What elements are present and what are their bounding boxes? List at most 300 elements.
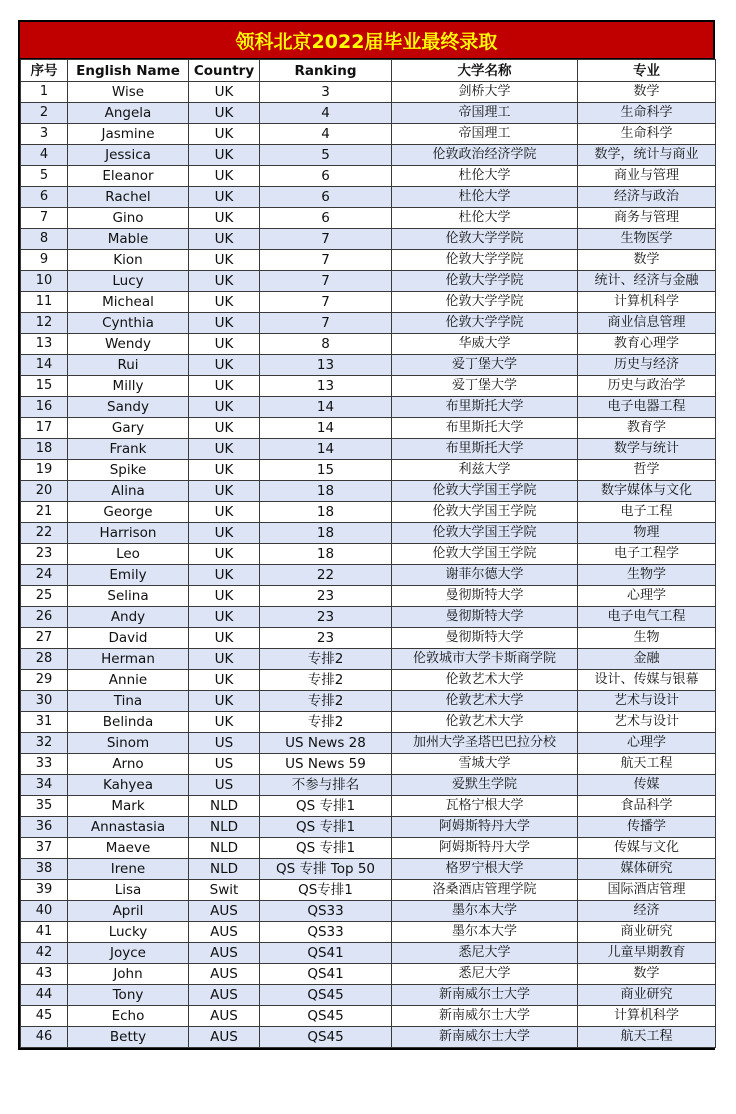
cell-country: Swit	[189, 880, 260, 901]
cell-country: UK	[189, 166, 260, 187]
cell-index: 33	[21, 754, 68, 775]
table-row	[21, 418, 716, 439]
cell-english-name: Andy	[68, 607, 189, 628]
cell-university: 新南威尔士大学	[392, 1027, 578, 1048]
cell-index: 8	[21, 229, 68, 250]
header-major: 专业	[578, 60, 716, 82]
table-row	[21, 943, 716, 964]
cell-ranking: 7	[260, 313, 392, 334]
cell-major: 数学	[578, 250, 716, 271]
cell-ranking: 18	[260, 502, 392, 523]
table-row	[21, 796, 716, 817]
cell-english-name: Selina	[68, 586, 189, 607]
cell-ranking: 14	[260, 418, 392, 439]
cell-english-name: Harrison	[68, 523, 189, 544]
cell-university: 爱丁堡大学	[392, 376, 578, 397]
cell-index: 38	[21, 859, 68, 880]
cell-index: 44	[21, 985, 68, 1006]
cell-index: 35	[21, 796, 68, 817]
cell-university: 悉尼大学	[392, 964, 578, 985]
cell-ranking: 5	[260, 145, 392, 166]
admissions-table	[20, 59, 716, 1048]
cell-english-name: Arno	[68, 754, 189, 775]
cell-ranking: 18	[260, 544, 392, 565]
cell-country: AUS	[189, 922, 260, 943]
cell-index: 23	[21, 544, 68, 565]
cell-english-name: Wendy	[68, 334, 189, 355]
cell-country: UK	[189, 313, 260, 334]
table-row	[21, 103, 716, 124]
cell-country: AUS	[189, 1006, 260, 1027]
table-row	[21, 733, 716, 754]
cell-university: 伦敦大学国王学院	[392, 502, 578, 523]
cell-university: 加州大学圣塔巴巴拉分校	[392, 733, 578, 754]
cell-english-name: Rui	[68, 355, 189, 376]
cell-ranking: 18	[260, 523, 392, 544]
cell-ranking: 13	[260, 376, 392, 397]
table-row	[21, 775, 716, 796]
cell-major: 经济与政治	[578, 187, 716, 208]
cell-english-name: Annastasia	[68, 817, 189, 838]
cell-university: 伦敦艺术大学	[392, 670, 578, 691]
cell-index: 17	[21, 418, 68, 439]
cell-country: UK	[189, 124, 260, 145]
cell-major: 商业研究	[578, 922, 716, 943]
cell-english-name: Micheal	[68, 292, 189, 313]
cell-english-name: Mable	[68, 229, 189, 250]
table-row	[21, 565, 716, 586]
cell-major: 电子电器工程	[578, 397, 716, 418]
cell-english-name: Lisa	[68, 880, 189, 901]
cell-index: 25	[21, 586, 68, 607]
cell-english-name: Mark	[68, 796, 189, 817]
cell-major: 商业与管理	[578, 166, 716, 187]
cell-major: 食品科学	[578, 796, 716, 817]
cell-country: UK	[189, 187, 260, 208]
cell-english-name: Sandy	[68, 397, 189, 418]
cell-major: 传媒	[578, 775, 716, 796]
cell-index: 5	[21, 166, 68, 187]
cell-index: 10	[21, 271, 68, 292]
cell-ranking: 7	[260, 229, 392, 250]
cell-country: AUS	[189, 985, 260, 1006]
cell-english-name: Milly	[68, 376, 189, 397]
table-row	[21, 838, 716, 859]
table-row	[21, 439, 716, 460]
table-title: 领科北京2022届毕业最终录取	[20, 22, 713, 59]
table-row	[21, 145, 716, 166]
cell-major: 物理	[578, 523, 716, 544]
cell-university: 悉尼大学	[392, 943, 578, 964]
cell-index: 14	[21, 355, 68, 376]
cell-university: 帝国理工	[392, 103, 578, 124]
cell-country: UK	[189, 355, 260, 376]
cell-university: 墨尔本大学	[392, 901, 578, 922]
cell-major: 生物	[578, 628, 716, 649]
cell-index: 27	[21, 628, 68, 649]
cell-index: 30	[21, 691, 68, 712]
cell-ranking: 7	[260, 250, 392, 271]
cell-english-name: Gary	[68, 418, 189, 439]
table-row	[21, 208, 716, 229]
cell-ranking: US News 59	[260, 754, 392, 775]
cell-english-name: Jessica	[68, 145, 189, 166]
admissions-table-sheet	[18, 20, 715, 1050]
cell-university: 帝国理工	[392, 124, 578, 145]
cell-major: 艺术与设计	[578, 712, 716, 733]
cell-major: 航天工程	[578, 754, 716, 775]
cell-index: 4	[21, 145, 68, 166]
cell-university: 墨尔本大学	[392, 922, 578, 943]
cell-index: 6	[21, 187, 68, 208]
cell-ranking: 13	[260, 355, 392, 376]
cell-english-name: Lucy	[68, 271, 189, 292]
cell-index: 26	[21, 607, 68, 628]
cell-index: 40	[21, 901, 68, 922]
cell-english-name: Joyce	[68, 943, 189, 964]
cell-major: 商业信息管理	[578, 313, 716, 334]
cell-country: AUS	[189, 901, 260, 922]
cell-country: UK	[189, 145, 260, 166]
cell-ranking: 6	[260, 208, 392, 229]
table-row	[21, 586, 716, 607]
cell-country: UK	[189, 292, 260, 313]
cell-major: 数学，统计与商业	[578, 145, 716, 166]
cell-country: UK	[189, 208, 260, 229]
cell-major: 传媒与文化	[578, 838, 716, 859]
cell-major: 金融	[578, 649, 716, 670]
cell-university: 伦敦大学国王学院	[392, 544, 578, 565]
cell-country: UK	[189, 229, 260, 250]
cell-country: UK	[189, 103, 260, 124]
cell-country: UK	[189, 670, 260, 691]
table-row	[21, 859, 716, 880]
cell-major: 数学与统计	[578, 439, 716, 460]
cell-index: 24	[21, 565, 68, 586]
cell-index: 16	[21, 397, 68, 418]
cell-ranking: QS33	[260, 922, 392, 943]
table-row	[21, 544, 716, 565]
cell-index: 18	[21, 439, 68, 460]
cell-english-name: Sinom	[68, 733, 189, 754]
table-row	[21, 460, 716, 481]
cell-english-name: Alina	[68, 481, 189, 502]
table-row	[21, 166, 716, 187]
cell-index: 36	[21, 817, 68, 838]
table-row	[21, 481, 716, 502]
cell-country: UK	[189, 271, 260, 292]
table-body	[21, 82, 716, 1048]
table-row	[21, 82, 716, 103]
cell-english-name: Maeve	[68, 838, 189, 859]
cell-index: 22	[21, 523, 68, 544]
cell-university: 伦敦大学学院	[392, 250, 578, 271]
cell-index: 3	[21, 124, 68, 145]
table-row	[21, 901, 716, 922]
cell-major: 生物学	[578, 565, 716, 586]
cell-major: 商业研究	[578, 985, 716, 1006]
cell-country: UK	[189, 523, 260, 544]
cell-ranking: 18	[260, 481, 392, 502]
cell-index: 46	[21, 1027, 68, 1048]
cell-major: 经济	[578, 901, 716, 922]
cell-index: 42	[21, 943, 68, 964]
cell-university: 伦敦大学国王学院	[392, 481, 578, 502]
cell-country: AUS	[189, 964, 260, 985]
cell-country: UK	[189, 334, 260, 355]
cell-university: 杜伦大学	[392, 187, 578, 208]
cell-english-name: Annie	[68, 670, 189, 691]
table-row	[21, 376, 716, 397]
cell-major: 艺术与设计	[578, 691, 716, 712]
cell-country: UK	[189, 649, 260, 670]
cell-university: 杜伦大学	[392, 166, 578, 187]
cell-ranking: QS33	[260, 901, 392, 922]
cell-major: 生命科学	[578, 103, 716, 124]
cell-ranking: 4	[260, 124, 392, 145]
table-row	[21, 271, 716, 292]
cell-index: 41	[21, 922, 68, 943]
cell-major: 计算机科学	[578, 292, 716, 313]
cell-index: 2	[21, 103, 68, 124]
cell-index: 9	[21, 250, 68, 271]
cell-english-name: Spike	[68, 460, 189, 481]
cell-country: US	[189, 754, 260, 775]
cell-university: 伦敦大学学院	[392, 271, 578, 292]
cell-country: NLD	[189, 838, 260, 859]
cell-university: 伦敦艺术大学	[392, 691, 578, 712]
cell-ranking: QS41	[260, 964, 392, 985]
table-row	[21, 313, 716, 334]
cell-university: 曼彻斯特大学	[392, 607, 578, 628]
cell-english-name: Rachel	[68, 187, 189, 208]
cell-country: UK	[189, 82, 260, 103]
cell-major: 数字媒体与文化	[578, 481, 716, 502]
cell-ranking: 7	[260, 271, 392, 292]
cell-country: US	[189, 775, 260, 796]
cell-english-name: Jasmine	[68, 124, 189, 145]
table-row	[21, 229, 716, 250]
cell-university: 伦敦大学学院	[392, 313, 578, 334]
cell-english-name: Irene	[68, 859, 189, 880]
cell-country: UK	[189, 565, 260, 586]
cell-university: 爱默生学院	[392, 775, 578, 796]
cell-english-name: April	[68, 901, 189, 922]
cell-ranking: 14	[260, 439, 392, 460]
cell-major: 哲学	[578, 460, 716, 481]
cell-university: 利兹大学	[392, 460, 578, 481]
table-row	[21, 187, 716, 208]
cell-university: 伦敦城市大学卡斯商学院	[392, 649, 578, 670]
table-row	[21, 712, 716, 733]
cell-english-name: Frank	[68, 439, 189, 460]
header-country: Country	[189, 60, 260, 82]
cell-ranking: 22	[260, 565, 392, 586]
cell-major: 航天工程	[578, 1027, 716, 1048]
cell-major: 媒体研究	[578, 859, 716, 880]
cell-ranking: 23	[260, 628, 392, 649]
cell-english-name: Tony	[68, 985, 189, 1006]
cell-country: NLD	[189, 859, 260, 880]
table-row	[21, 607, 716, 628]
table-row	[21, 1006, 716, 1027]
cell-country: UK	[189, 460, 260, 481]
cell-major: 传播学	[578, 817, 716, 838]
cell-country: NLD	[189, 817, 260, 838]
cell-index: 21	[21, 502, 68, 523]
table-row	[21, 649, 716, 670]
header-ranking: Ranking	[260, 60, 392, 82]
cell-index: 45	[21, 1006, 68, 1027]
table-row	[21, 670, 716, 691]
cell-country: NLD	[189, 796, 260, 817]
table-row	[21, 334, 716, 355]
cell-university: 布里斯托大学	[392, 418, 578, 439]
cell-index: 37	[21, 838, 68, 859]
cell-country: UK	[189, 607, 260, 628]
cell-index: 43	[21, 964, 68, 985]
cell-country: UK	[189, 502, 260, 523]
cell-index: 28	[21, 649, 68, 670]
cell-university: 伦敦大学国王学院	[392, 523, 578, 544]
cell-university: 格罗宁根大学	[392, 859, 578, 880]
cell-country: UK	[189, 691, 260, 712]
cell-university: 曼彻斯特大学	[392, 628, 578, 649]
cell-index: 32	[21, 733, 68, 754]
cell-english-name: Belinda	[68, 712, 189, 733]
cell-ranking: 不参与排名	[260, 775, 392, 796]
cell-university: 新南威尔士大学	[392, 985, 578, 1006]
cell-english-name: Lucky	[68, 922, 189, 943]
cell-english-name: Wise	[68, 82, 189, 103]
cell-ranking: QS45	[260, 985, 392, 1006]
cell-ranking: QS41	[260, 943, 392, 964]
table-row	[21, 292, 716, 313]
cell-ranking: 专排2	[260, 649, 392, 670]
cell-university: 新南威尔士大学	[392, 1006, 578, 1027]
cell-index: 19	[21, 460, 68, 481]
table-row	[21, 880, 716, 901]
cell-country: UK	[189, 397, 260, 418]
cell-university: 洛桑酒店管理学院	[392, 880, 578, 901]
cell-major: 儿童早期教育	[578, 943, 716, 964]
table-row	[21, 754, 716, 775]
cell-english-name: Betty	[68, 1027, 189, 1048]
cell-ranking: QS45	[260, 1006, 392, 1027]
cell-ranking: US News 28	[260, 733, 392, 754]
cell-university: 伦敦大学学院	[392, 229, 578, 250]
cell-major: 计算机科学	[578, 1006, 716, 1027]
cell-country: UK	[189, 544, 260, 565]
cell-major: 生命科学	[578, 124, 716, 145]
cell-ranking: 专排2	[260, 670, 392, 691]
cell-english-name: Emily	[68, 565, 189, 586]
cell-major: 历史与政治学	[578, 376, 716, 397]
cell-university: 爱丁堡大学	[392, 355, 578, 376]
cell-country: AUS	[189, 943, 260, 964]
table-row	[21, 523, 716, 544]
cell-english-name: Kion	[68, 250, 189, 271]
cell-major: 电子工程学	[578, 544, 716, 565]
cell-country: UK	[189, 418, 260, 439]
cell-english-name: Cynthia	[68, 313, 189, 334]
cell-country: UK	[189, 439, 260, 460]
cell-ranking: 14	[260, 397, 392, 418]
cell-index: 12	[21, 313, 68, 334]
table-row	[21, 691, 716, 712]
table-row	[21, 502, 716, 523]
cell-university: 布里斯托大学	[392, 397, 578, 418]
cell-ranking: 专排2	[260, 712, 392, 733]
cell-major: 历史与经济	[578, 355, 716, 376]
table-row	[21, 355, 716, 376]
cell-index: 7	[21, 208, 68, 229]
cell-major: 国际酒店管理	[578, 880, 716, 901]
cell-english-name: Kahyea	[68, 775, 189, 796]
cell-university: 谢菲尔德大学	[392, 565, 578, 586]
cell-index: 20	[21, 481, 68, 502]
table-row	[21, 1027, 716, 1048]
cell-english-name: Leo	[68, 544, 189, 565]
header-index: 序号	[21, 60, 68, 82]
cell-university: 雪城大学	[392, 754, 578, 775]
cell-university: 杜伦大学	[392, 208, 578, 229]
header-row	[21, 60, 716, 82]
cell-major: 教育学	[578, 418, 716, 439]
cell-ranking: 15	[260, 460, 392, 481]
cell-english-name: Gino	[68, 208, 189, 229]
cell-country: UK	[189, 376, 260, 397]
table-row	[21, 124, 716, 145]
cell-english-name: David	[68, 628, 189, 649]
cell-ranking: QS 专排1	[260, 796, 392, 817]
cell-university: 伦敦大学学院	[392, 292, 578, 313]
cell-ranking: 23	[260, 607, 392, 628]
cell-ranking: 3	[260, 82, 392, 103]
cell-ranking: 专排2	[260, 691, 392, 712]
cell-country: UK	[189, 628, 260, 649]
cell-university: 阿姆斯特丹大学	[392, 817, 578, 838]
cell-university: 布里斯托大学	[392, 439, 578, 460]
cell-country: AUS	[189, 1027, 260, 1048]
cell-ranking: QS 专排 Top 50	[260, 859, 392, 880]
table-row	[21, 250, 716, 271]
cell-country: UK	[189, 586, 260, 607]
table-row	[21, 964, 716, 985]
cell-university: 瓦格宁根大学	[392, 796, 578, 817]
table-row	[21, 628, 716, 649]
cell-country: UK	[189, 481, 260, 502]
cell-ranking: 4	[260, 103, 392, 124]
cell-major: 心理学	[578, 586, 716, 607]
cell-index: 34	[21, 775, 68, 796]
cell-major: 教育心理学	[578, 334, 716, 355]
cell-ranking: QS45	[260, 1027, 392, 1048]
cell-english-name: Tina	[68, 691, 189, 712]
cell-index: 15	[21, 376, 68, 397]
cell-english-name: John	[68, 964, 189, 985]
cell-ranking: 6	[260, 166, 392, 187]
cell-university: 曼彻斯特大学	[392, 586, 578, 607]
header-english-name: English Name	[68, 60, 189, 82]
cell-country: UK	[189, 712, 260, 733]
cell-index: 11	[21, 292, 68, 313]
cell-ranking: 23	[260, 586, 392, 607]
cell-english-name: Herman	[68, 649, 189, 670]
cell-major: 生物医学	[578, 229, 716, 250]
cell-ranking: QS 专排1	[260, 838, 392, 859]
cell-major: 数学	[578, 964, 716, 985]
